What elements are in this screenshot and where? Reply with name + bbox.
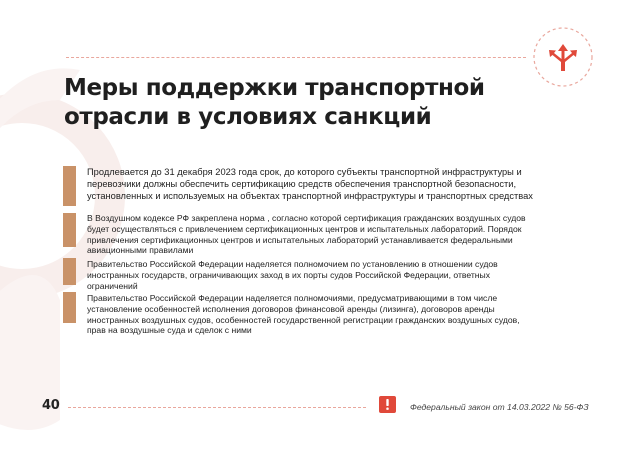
item-marker-bar: [63, 292, 76, 323]
title-line-1: Меры поддержки транспортной: [64, 75, 485, 101]
list-item: [63, 292, 543, 336]
title-line-2: отрасли в условиях санкций: [64, 104, 432, 130]
law-reference: Федеральный закон от 14.03.2022 № 56-ФЗ: [410, 402, 589, 412]
page-title: [64, 74, 504, 132]
list-item: [63, 258, 543, 291]
list-item: [63, 213, 543, 256]
item-text: Правительство Российской Федерации наделяется полномочиями, предусматривающими в том числе установление особенностей исполнения договоров финансовой аренды (лизинга), договоров аренды иностранных воздушных судов, особенностей государственной регистрации гражданских воздушных судов, прав на воздушные суда и сделок с ними: [87, 293, 520, 336]
item-text: В Воздушном кодексе РФ закреплена норма , согласно которой сертификация гражданских воздушных судов будет осуществляться с привлечением сертификационных центров и испытательных лабораторий. Порядок привлечения сертификационных центров и испытательных лабораторий устанавливается федеральными авиационными правилами: [87, 213, 526, 256]
item-text: Правительство Российской Федерации наделяется полномочием по установлению в отношении судов иностранных государств, ограничивающих заход в их порты судов Российской Федерации, ответных ограничений: [87, 259, 498, 291]
item-marker-bar: [63, 213, 76, 247]
list-item: [63, 166, 543, 206]
item-marker-bar: [63, 258, 76, 285]
brand-logo-icon: [532, 26, 594, 88]
item-marker-bar: [63, 166, 76, 206]
page-number: 40: [42, 398, 60, 413]
alert-icon: [379, 396, 396, 413]
bottom-dashed-divider: [68, 407, 366, 408]
item-text: Продлевается до 31 декабря 2023 года срок, до которого субъекты транспортной инфраструктуры и перевозчики должны обеспечить сертификацию средств обеспечения транспортной безопасности, установленных и используемых на объектах транспортной инфраструктуры и транспортных средствах: [87, 167, 533, 201]
top-dashed-divider: [66, 57, 526, 58]
